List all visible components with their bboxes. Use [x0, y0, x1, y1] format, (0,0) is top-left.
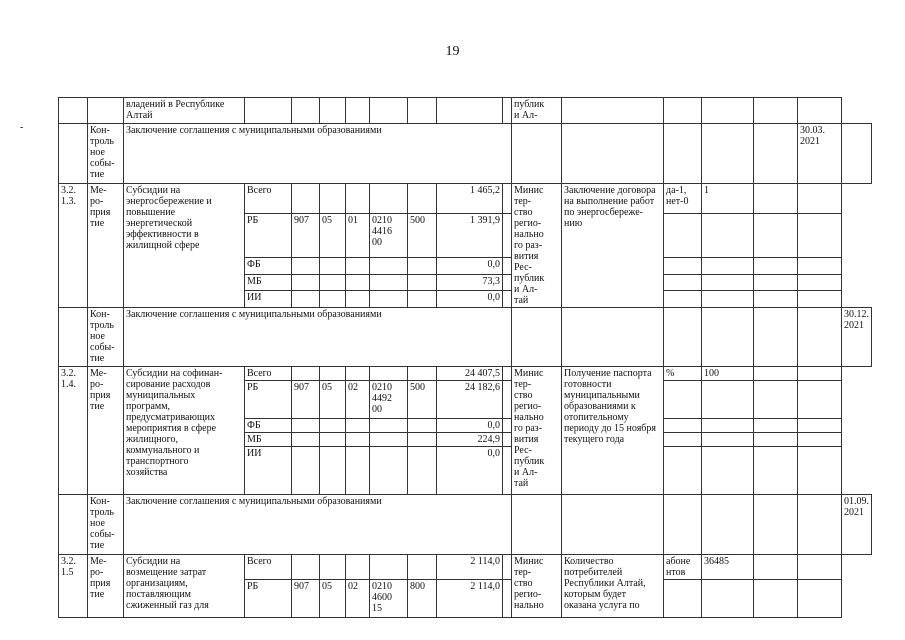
cell-grbs — [292, 274, 320, 291]
cell-responsible — [562, 124, 664, 184]
cell-unit — [664, 433, 702, 447]
table-cell — [664, 98, 702, 124]
cell-fin-source: Всего — [245, 184, 292, 214]
cell-description: Субсидии на возмещение затрат организациям, поставляющим сжиженный газ для — [124, 555, 245, 618]
table-cell — [346, 98, 370, 124]
cell-value — [798, 274, 842, 291]
cell-result: Получение паспорта готовности муниципальными образованиями к отопительному периоду до 15 ноября текущего года — [562, 367, 664, 495]
cell-value — [754, 308, 798, 367]
cell-csr: 0210 4416 00 — [370, 213, 408, 258]
cell-value — [754, 433, 798, 447]
cell-vr — [408, 274, 437, 291]
table-cell — [59, 98, 88, 124]
cell-unit — [702, 495, 754, 555]
cell-unit: % — [664, 367, 702, 381]
cell-vr — [408, 367, 437, 381]
cell-vr: 500 — [408, 213, 437, 258]
cell-spacer — [503, 580, 512, 618]
cell-vr — [408, 291, 437, 308]
cell-csr — [370, 258, 408, 275]
cell-value — [798, 367, 842, 381]
cell-control-label: Кон- троль ное собы- тие — [88, 124, 124, 184]
cell-responsible: Минис тер- ство регио- нально — [512, 555, 562, 618]
cell-value — [798, 184, 842, 214]
cell-unit — [702, 124, 754, 184]
cell-value: 1 — [702, 184, 754, 214]
cell-unit — [664, 213, 702, 258]
page-number: 19 — [445, 44, 460, 59]
cell-result: Количество потребителей Республики Алтай, которым будет оказана услуга по — [562, 555, 664, 618]
cell-amount: 24 407,5 — [437, 367, 503, 381]
cell-csr — [370, 367, 408, 381]
cell-spacer — [503, 367, 512, 381]
cell-vr — [408, 555, 437, 580]
cell-amount: 0,0 — [437, 291, 503, 308]
cell-index — [59, 308, 88, 367]
cell-vr — [408, 258, 437, 275]
cell-unit — [664, 291, 702, 308]
cell-amount: 224,9 — [437, 433, 503, 447]
cell-spacer — [503, 381, 512, 419]
cell-rz: 05 — [320, 213, 346, 258]
cell-fin-source: МБ — [245, 274, 292, 291]
cell-value — [798, 555, 842, 580]
cell-spacer — [512, 495, 562, 555]
cell-pr: 02 — [346, 580, 370, 618]
table-row — [59, 495, 872, 555]
cell-kind: Ме- ро- прия тие — [88, 555, 124, 618]
cell-index: 3.2. 1.4. — [59, 367, 88, 495]
cell-result: Заключение договора на выполнение работ по энергосбереже- нию — [562, 184, 664, 308]
cell-csr: 0210 4600 15 — [370, 580, 408, 618]
cell-responsible: Минис тер- ство регио- нально го раз- вития Рес- публик и Ал- тай — [512, 367, 562, 495]
cell-spacer — [503, 419, 512, 433]
cell-amount: 1 465,2 — [437, 184, 503, 214]
cell-unit — [664, 381, 702, 419]
table-cell: владений в Республике Алтай — [124, 98, 245, 124]
cell-pr — [346, 291, 370, 308]
cell-amount: 2 114,0 — [437, 580, 503, 618]
cell-control-text: Заключение соглашения с муниципальными образованиями — [124, 124, 512, 184]
cell-responsible: Минис тер- ство регио- нально го раз- вития Рес- публик и Ал- тай — [512, 184, 562, 308]
cell-value — [754, 555, 798, 580]
table-cell — [503, 98, 512, 124]
cell-unit — [664, 274, 702, 291]
cell-date: 01.09. 2021 — [842, 495, 872, 555]
table-cell — [754, 98, 798, 124]
cell-amount: 24 182,6 — [437, 381, 503, 419]
cell-spacer — [503, 274, 512, 291]
cell-csr — [370, 274, 408, 291]
cell-spacer — [512, 308, 562, 367]
cell-fin-source: ИИ — [245, 447, 292, 495]
cell-pr — [346, 258, 370, 275]
cell-value — [754, 258, 798, 275]
cell-value — [754, 274, 798, 291]
table-cell — [562, 98, 664, 124]
cell-amount: 73,3 — [437, 274, 503, 291]
cell-amount: 0,0 — [437, 419, 503, 433]
cell-grbs: 907 — [292, 213, 320, 258]
cell-value — [702, 580, 754, 618]
cell-fin-source: РБ — [245, 381, 292, 419]
cell-kind: Ме- ро- прия тие — [88, 184, 124, 308]
cell-result — [664, 495, 702, 555]
cell-index: 3.2. 1.5 — [59, 555, 88, 618]
cell-value — [702, 433, 754, 447]
cell-vr: 800 — [408, 580, 437, 618]
cell-pr — [346, 447, 370, 495]
cell-value — [798, 258, 842, 275]
cell-value — [702, 291, 754, 308]
cell-csr — [370, 419, 408, 433]
table-cell — [320, 98, 346, 124]
cell-control-label: Кон- троль ное собы- тие — [88, 495, 124, 555]
cell-grbs: 907 — [292, 580, 320, 618]
cell-spacer — [503, 291, 512, 308]
cell-value — [754, 495, 798, 555]
cell-value — [798, 419, 842, 433]
table-cell: публик и Ал- — [512, 98, 562, 124]
cell-grbs — [292, 367, 320, 381]
cell-responsible — [562, 308, 664, 367]
cell-pr: 01 — [346, 213, 370, 258]
cell-fin-source: Всего — [245, 367, 292, 381]
table-cell — [408, 98, 437, 124]
cell-result — [664, 124, 702, 184]
cell-unit — [664, 419, 702, 433]
cell-value — [702, 381, 754, 419]
table-cell — [370, 98, 408, 124]
cell-pr — [346, 419, 370, 433]
cell-value — [754, 419, 798, 433]
cell-unit: да-1, нет-0 — [664, 184, 702, 214]
cell-rz — [320, 258, 346, 275]
table-cell — [245, 98, 292, 124]
cell-vr — [408, 433, 437, 447]
cell-grbs — [292, 184, 320, 214]
cell-rz — [320, 419, 346, 433]
cell-value — [702, 213, 754, 258]
cell-amount: 1 391,9 — [437, 213, 503, 258]
cell-value — [798, 381, 842, 419]
cell-rz — [320, 433, 346, 447]
cell-unit — [664, 580, 702, 618]
cell-vr — [408, 447, 437, 495]
cell-spacer — [503, 213, 512, 258]
cell-control-text: Заключение соглашения с муниципальными образованиями — [124, 495, 512, 555]
cell-fin-source: ИИ — [245, 291, 292, 308]
cell-spacer — [503, 258, 512, 275]
cell-kind: Ме- ро- прия тие — [88, 367, 124, 495]
cell-amount: 0,0 — [437, 258, 503, 275]
cell-value — [798, 580, 842, 618]
cell-description: Субсидии на энергосбережение и повышение энергетической эффективности в жилищной сфере — [124, 184, 245, 308]
table-row — [59, 367, 872, 381]
cell-pr: 02 — [346, 381, 370, 419]
cell-rz — [320, 447, 346, 495]
cell-rz — [320, 367, 346, 381]
cell-value — [798, 308, 842, 367]
cell-control-label: Кон- троль ное собы- тие — [88, 308, 124, 367]
cell-csr — [370, 184, 408, 214]
cell-value — [798, 495, 842, 555]
cell-unit — [664, 258, 702, 275]
cell-grbs — [292, 258, 320, 275]
cell-pr — [346, 274, 370, 291]
cell-unit: абоне нтов — [664, 555, 702, 580]
cell-value — [754, 381, 798, 419]
cell-value — [754, 124, 798, 184]
cell-index — [59, 124, 88, 184]
cell-csr — [370, 447, 408, 495]
measures-table — [58, 97, 872, 618]
cell-spacer — [503, 447, 512, 495]
cell-amount: 2 114,0 — [437, 555, 503, 580]
cell-vr: 500 — [408, 381, 437, 419]
cell-value — [754, 580, 798, 618]
cell-csr — [370, 433, 408, 447]
cell-grbs — [292, 433, 320, 447]
cell-value — [754, 367, 798, 381]
cell-index: 3.2. 1.3. — [59, 184, 88, 308]
table-row — [59, 98, 872, 124]
cell-date-empty — [842, 124, 872, 184]
cell-rz — [320, 274, 346, 291]
cell-rz — [320, 184, 346, 214]
cell-value — [754, 213, 798, 258]
cell-pr — [346, 184, 370, 214]
table-cell — [88, 98, 124, 124]
table-row — [59, 555, 872, 580]
cell-date: 30.03. 2021 — [798, 124, 842, 184]
cell-value: 100 — [702, 367, 754, 381]
table-row — [59, 308, 872, 367]
table-cell — [437, 98, 503, 124]
table-row — [59, 124, 872, 184]
cell-value — [798, 291, 842, 308]
cell-value — [702, 447, 754, 495]
table-cell — [292, 98, 320, 124]
cell-unit — [702, 308, 754, 367]
cell-grbs: 907 — [292, 381, 320, 419]
cell-fin-source: РБ — [245, 213, 292, 258]
cell-spacer — [503, 433, 512, 447]
cell-value — [754, 447, 798, 495]
cell-rz: 05 — [320, 580, 346, 618]
cell-rz: 05 — [320, 381, 346, 419]
cell-grbs — [292, 419, 320, 433]
cell-value — [798, 213, 842, 258]
cell-value — [798, 447, 842, 495]
cell-value — [754, 291, 798, 308]
cell-csr — [370, 555, 408, 580]
cell-result — [664, 308, 702, 367]
cell-pr — [346, 555, 370, 580]
cell-pr — [346, 367, 370, 381]
cell-rz — [320, 291, 346, 308]
cell-grbs — [292, 291, 320, 308]
cell-unit — [664, 447, 702, 495]
cell-amount: 0,0 — [437, 447, 503, 495]
cell-index — [59, 495, 88, 555]
cell-value — [798, 433, 842, 447]
cell-value — [702, 258, 754, 275]
cell-value: 36485 — [702, 555, 754, 580]
cell-fin-source: ФБ — [245, 258, 292, 275]
cell-spacer — [512, 124, 562, 184]
cell-spacer — [503, 555, 512, 580]
cell-csr — [370, 291, 408, 308]
cell-responsible — [562, 495, 664, 555]
margin-mark: - — [20, 122, 24, 133]
cell-fin-source: РБ — [245, 580, 292, 618]
cell-value — [702, 274, 754, 291]
cell-value — [754, 184, 798, 214]
cell-vr — [408, 419, 437, 433]
cell-csr: 0210 4492 00 — [370, 381, 408, 419]
table-cell — [798, 98, 842, 124]
cell-vr — [408, 184, 437, 214]
cell-rz — [320, 555, 346, 580]
cell-spacer — [503, 184, 512, 214]
cell-date: 30.12. 2021 — [842, 308, 872, 367]
cell-value — [702, 419, 754, 433]
cell-fin-source: МБ — [245, 433, 292, 447]
table-cell — [702, 98, 754, 124]
cell-grbs — [292, 555, 320, 580]
table-row — [59, 184, 872, 214]
cell-fin-source: Всего — [245, 555, 292, 580]
cell-pr — [346, 433, 370, 447]
cell-control-text: Заключение соглашения с муниципальными образованиями — [124, 308, 512, 367]
cell-description: Субсидии на софинан- сирование расходов муниципальных программ, предусматривающих мероприятия в сфере жилищного, коммунального и транспортного хозяйства — [124, 367, 245, 495]
cell-grbs — [292, 447, 320, 495]
cell-fin-source: ФБ — [245, 419, 292, 433]
